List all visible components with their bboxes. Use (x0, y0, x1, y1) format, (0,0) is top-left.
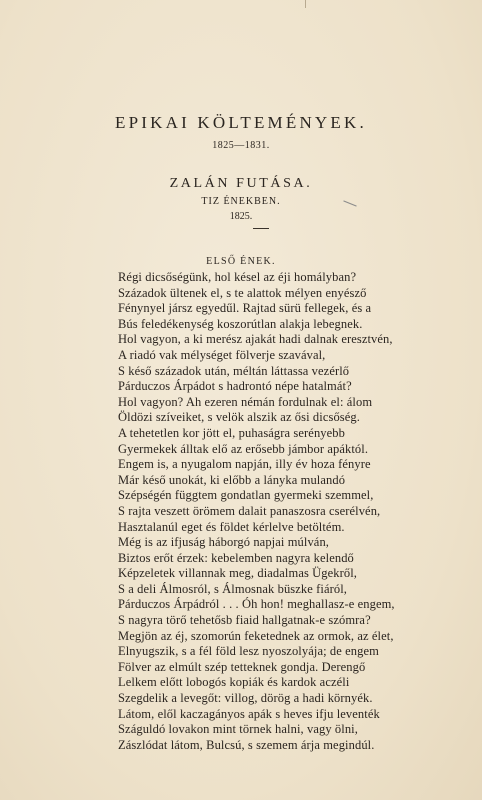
poem-title: ZALÁN FUTÁSA. (169, 176, 313, 191)
poem-line: Öldözi szíveiket, s velök alszik az ősi dicsőség. (118, 410, 360, 425)
page-edge-mark (305, 0, 306, 8)
poem-year: 1825. (229, 211, 253, 222)
poem-line: Hasztalanúl eget és földet kérlelve betöltém. (118, 519, 345, 534)
poem-line: Szegdelik a levegőt: villog, dörög a hadi környék. (118, 691, 373, 706)
poem-line: A riadó vak mélységet fölverje szavával, (118, 347, 326, 362)
poem-line: A tehetetlen kor jött el, puhaságra serényebb (118, 425, 345, 440)
poem-line: Megjön az éj, szomorún feketednek az ormok, az élet, (118, 628, 394, 643)
poem-line: Látom, elől kaczagányos apák s heves ifju leventék (118, 706, 380, 721)
poem-line: Szépségén függtem gondatlan gyermeki szemmel, (118, 488, 374, 503)
poem-line: Párduczos Árpádról . . . Óh hon! meghallasz-e engem, (118, 597, 395, 612)
canto-title: ELSŐ ÉNEK. (206, 256, 276, 267)
poem-line: Gyermekek álltak elő az erősebb jámbor apáktól. (118, 441, 369, 456)
poem-line: S nagyra törő tehetősb fiaid hallgatnak-e szómra? (118, 613, 371, 628)
poem-line: Fölver az elmúlt szép tetteknek gondja. Derengő (118, 659, 366, 674)
poem-line: S a deli Álmosról, s Álmosnak büszke fiáról, (118, 581, 348, 596)
poem-text (118, 270, 448, 753)
poem-line: S rajta veszett örömem dalait panaszosra cserélvén, (118, 503, 381, 518)
poem-line: S késő századok után, méltán láttassa vezérlő (118, 363, 350, 378)
poem-line: Elnyugszik, s a fél föld lesz nyoszolyája; de engem (118, 644, 379, 659)
section-title: EPIKAI KÖLTEMÉNYEK. (115, 113, 367, 132)
poem-line: Engem is, a nyugalom napján, illy év hoza fényre (118, 457, 371, 472)
poem-subtitle: TIZ ÉNEKBEN. (201, 196, 281, 207)
poem-line: Bús feledékenység koszorútlan alakja lebegnek. (118, 316, 363, 331)
poem-line: Párduczos Árpádot s hadrontó népe hatalmát? (118, 379, 352, 394)
poem-line: Biztos erőt érzek: kebelemben nagyra kelendő (118, 550, 354, 565)
poem-line: Lelkem előtt lobogós kopiák és kardok aczéli (118, 675, 350, 690)
section-years: 1825—1831. (212, 140, 270, 151)
poem-line: Régi dicsőségünk, hol késel az éji homályban? (118, 270, 357, 284)
poem-line: Fénynyel jársz egyedűl. Rajtad sürü fellegek, és a (118, 301, 372, 316)
poem-line: Képzeletek villannak meg, diadalmas Ügekről, (118, 566, 358, 581)
poem-line: Hol vagyon? Ah ezeren némán fordulnak el: álom (118, 394, 373, 409)
poem-line: Századok ültenek el, s te alattok mélyen enyésző (118, 285, 367, 300)
poem-line: Még is az ifjuság háborgó napjai múlván, (118, 535, 330, 550)
poem-line: Hol vagyon, a ki merész ajakát hadi dalnak eresztvén, (118, 332, 393, 347)
poem-line: Zászlódat látom, Bulcsú, s szemem árja megindúl. (118, 737, 375, 752)
title-divider (253, 228, 269, 229)
poem-line: Száguldó lovakon mint törnek halni, vagy ölni, (118, 722, 358, 737)
poem-line: Már késő unokát, ki előbb a lányka mulandó (118, 472, 346, 487)
